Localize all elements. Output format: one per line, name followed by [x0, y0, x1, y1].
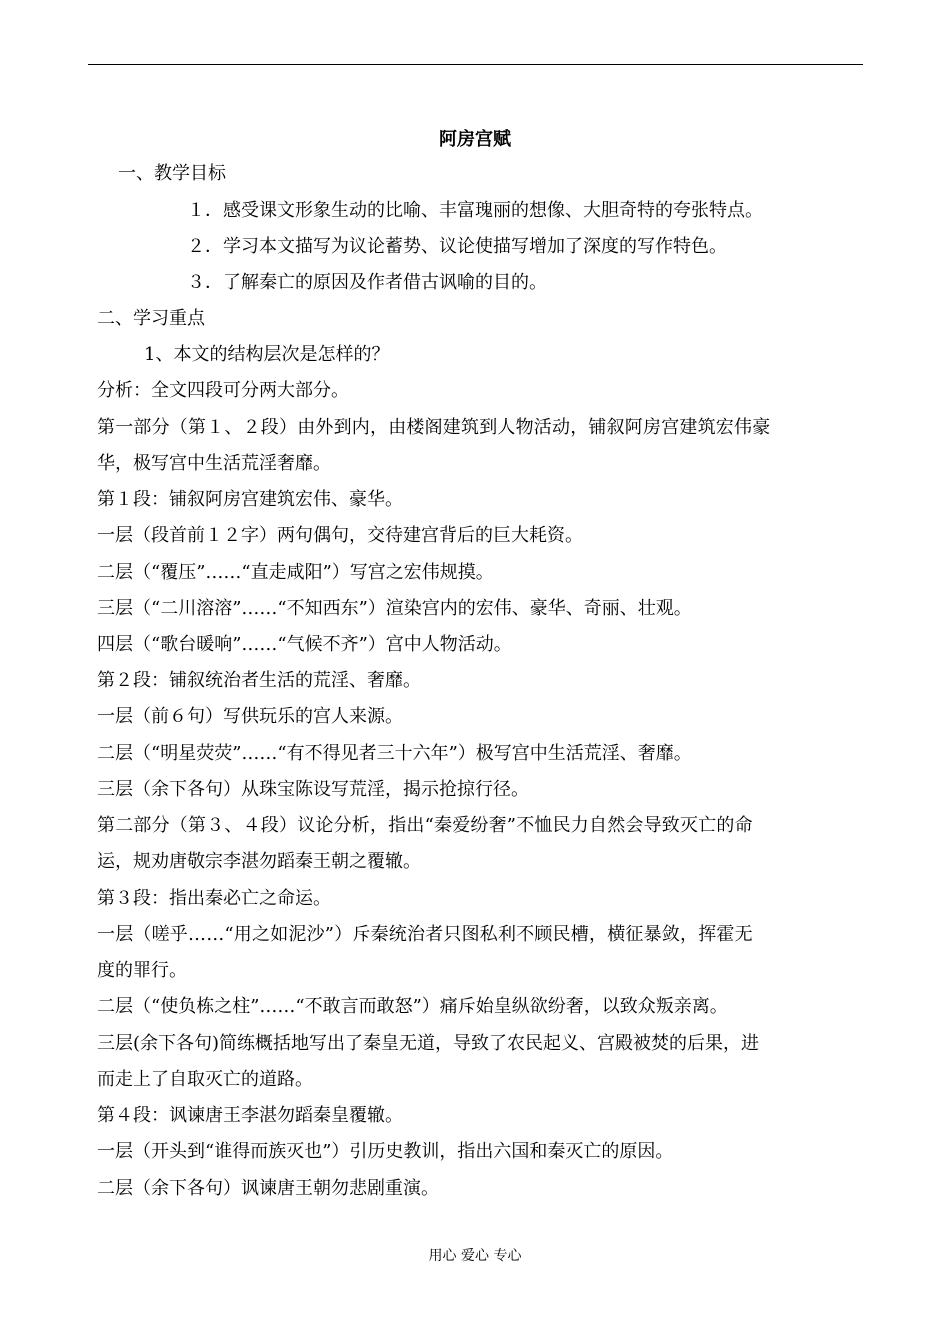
body-line: 第４段：讽谏唐王李湛勿蹈秦皇覆辙。 [97, 1105, 403, 1126]
body-line: 而走上了自取灭亡的道路。 [97, 1069, 313, 1090]
section-heading-focus: 二、学习重点 [97, 308, 205, 329]
body-line: 四层（“歌台暖响”……“气候不齐”）宫中人物活动。 [97, 634, 512, 655]
body-line: 第１段：铺叙阿房宫建筑宏伟、豪华。 [97, 489, 403, 510]
body-line: 华，极写宫中生活荒淫奢靡。 [97, 453, 331, 474]
body-line: 二层（“使负栋之柱”……“不敢言而敢怒”）痛斥始皇纵欲纷奢，以致众叛亲离。 [97, 996, 728, 1017]
header-rule [88, 64, 863, 65]
objective-item: ３．了解秦亡的原因及作者借古讽喻的目的。 [187, 272, 547, 293]
body-line: 一层（段首前１２字）两句偶句，交待建宫背后的巨大耗资。 [97, 525, 583, 546]
body-line: 第３段：指出秦必亡之命运。 [97, 888, 331, 909]
body-line: 二层（“明星荧荧”……“有不得见者三十六年”）极写宫中生活荒淫、奢靡。 [97, 743, 692, 764]
body-line: 一层（开头到“谁得而族灭也”）引历史教训，指出六国和秦灭亡的原因。 [97, 1141, 674, 1162]
body-line: 二层（余下各句）讽谏唐王朝勿悲剧重演。 [97, 1178, 439, 1199]
body-line: 第２段：铺叙统治者生活的荒淫、奢靡。 [97, 670, 421, 691]
objective-item: ２．学习本文描写为议论蓄势、议论使描写增加了深度的写作特色。 [187, 236, 727, 257]
body-line: 二层（“覆压”……“直走咸阳”）写宫之宏伟规摸。 [97, 562, 494, 583]
objective-item: １．感受课文形象生动的比喻、丰富瑰丽的想像、大胆奇特的夸张特点。 [187, 200, 763, 221]
body-line: 三层(余下各句)简练概括地写出了秦皇无道，导致了农民起义、宫殿被焚的后果，进 [97, 1033, 760, 1054]
body-line: 三层（“二川溶溶”……“不知西东”）渲染宫内的宏伟、豪华、奇丽、壮观。 [97, 598, 692, 619]
body-line: 分析：全文四段可分两大部分。 [97, 380, 349, 401]
document-title: 阿房宫赋 [439, 129, 511, 150]
body-line: 一层（嗟乎……“用之如泥沙”）斥秦统治者只图私利不顾民槽，横征暴敛，挥霍无 [97, 924, 753, 945]
body-line: 运，规劝唐敬宗李湛勿蹈秦王朝之覆辙。 [97, 851, 421, 872]
page-footer: 用心 爱心 专心 [428, 1248, 522, 1264]
section-heading-objectives: 一、教学目标 [118, 163, 226, 184]
question-item: 1、本文的结构层次是怎样的？ [144, 344, 390, 365]
body-line: 第一部分（第１、２段）由外到内，由楼阁建筑到人物活动，铺叙阿房宫建筑宏伟豪 [97, 417, 771, 438]
body-line: 一层（前６句）写供玩乐的宫人来源。 [97, 706, 403, 727]
body-line: 度的罪行。 [97, 960, 187, 981]
body-line: 第二部分（第３、４段）议论分析，指出“秦爱纷奢”不恤民力自然会导致灭亡的命 [97, 815, 753, 836]
body-line: 三层（余下各句）从珠宝陈设写荒淫，揭示抢掠行径。 [97, 779, 529, 800]
